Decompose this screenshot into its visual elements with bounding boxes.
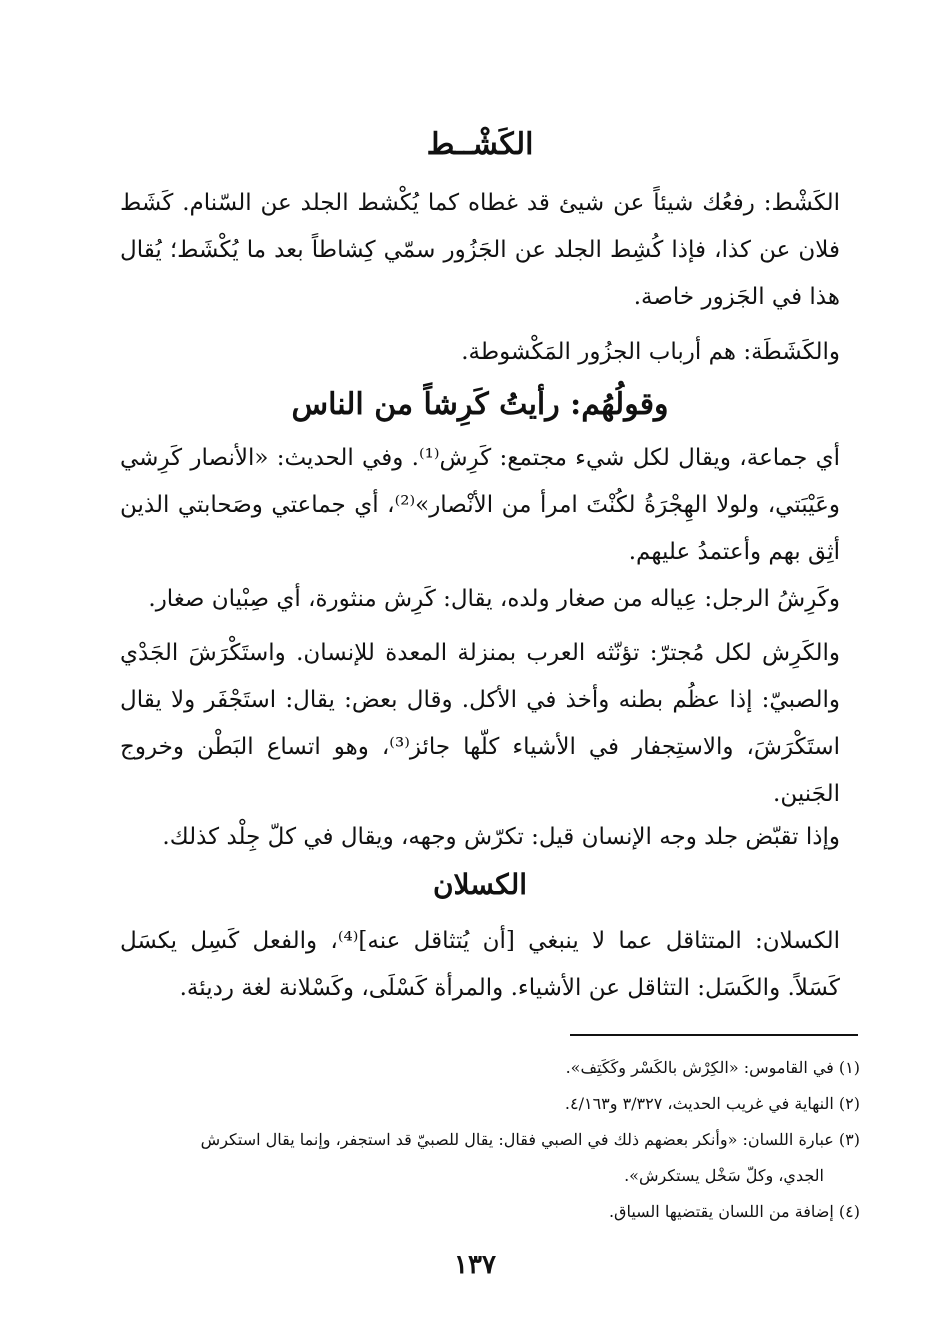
- footnote-separator: [570, 1034, 858, 1036]
- paragraph-kaslan: الكسلان: المتثاقل عما لا ينبغي [أن يُتثاقل عنه]⁽⁴⁾، والفعل كَسِل يكسَل كَسَلاً. والكَسَل: التثاقل عن الأشياء. والمرأة كَسْلَى، وكَسْلانة لغة رديئة.: [120, 928, 840, 1001]
- footnotes: [120, 1050, 860, 1230]
- footnote-1: (١) في القاموس: «الكِرْش بالكَسْر وكَكَتِف».: [565, 1058, 860, 1077]
- footnote-2: (٢) النهاية في غريب الحديث، ٣/٣٢٧ و٤/١٦٣.: [564, 1094, 860, 1113]
- paragraph-karish-mujtarr: والكَرِش لكل مُجترّ: تؤنّثه العرب بمنزلة المعدة للإنسان. واستَكْرَشَ الجَدْي والصبيّ: إذا عظُم بطنه وأخذ في الأكل. وقال بعض: يقال: استَجْفَر ولا يقال استَكْرَشَ، والاستِجفار في الأشياء كلّها جائز⁽³⁾، وهو اتساع البَطْن وخروج الجَنين.: [120, 640, 840, 807]
- footnote-3: (٣) عبارة اللسان: «وأنكر بعضهم ذلك في الصبي فقال: يقال للصبيّ قد استجفر، وإنما يقال استكرش: [200, 1130, 860, 1149]
- section-heading-kasht: الكَشْــط: [426, 127, 534, 162]
- paragraph-takarrush: وإذا تقبّض جلد وجه الإنسان قيل: تكرّش وجهه، ويقال في كلّ جِلْد كذلك.: [162, 824, 840, 850]
- section-heading-karish: وقولُهُم: رأيتُ كَرِشاً من الناس: [291, 387, 669, 422]
- paragraph-karish-jamaa: أي جماعة، ويقال لكل شيء مجتمع: كَرِش⁽¹⁾. وفي الحديث: «الأنصار كَرِشي وعَيْبَتي، ولولا الهِجْرَةُ لكُنْتَ امرأ من الأنْصار»⁽²⁾، أي جماعتي وصَحابتي الذين أثِق بهم وأعتمدُ عليهم.: [120, 445, 840, 565]
- section-heading-kaslan: الكسلان: [432, 868, 528, 901]
- footnote-4: (٤) إضافة من اللسان يقتضيها السياق.: [608, 1202, 860, 1221]
- footnote-3-continuation: الجدي، وكلّ سَخْل يستكرش».: [624, 1166, 824, 1185]
- paragraph-kasht-definition: الكَشْط: رفعُك شيئاً عن شيئ قد غطاه كما يُكْشط الجلد عن السّنام. كَشَط فلان عن كذا، فإذا كُشِط الجلد عن الجَزُور سمّي كِشاطاً بعد ما يُكْشَط؛ يُقال هذا في الجَزور خاصة.: [120, 190, 840, 310]
- paragraph-karish-rajul: وكَرِشُ الرجل: عِياله من صغار ولده، يقال: كَرِش منثورة، أي صِبْيان صغار.: [148, 586, 840, 612]
- page-number: ١٣٧: [454, 1250, 496, 1280]
- paragraph-kashata: والكَشَطَة: هم أرباب الجزُور المَكْشوطة.: [461, 339, 840, 365]
